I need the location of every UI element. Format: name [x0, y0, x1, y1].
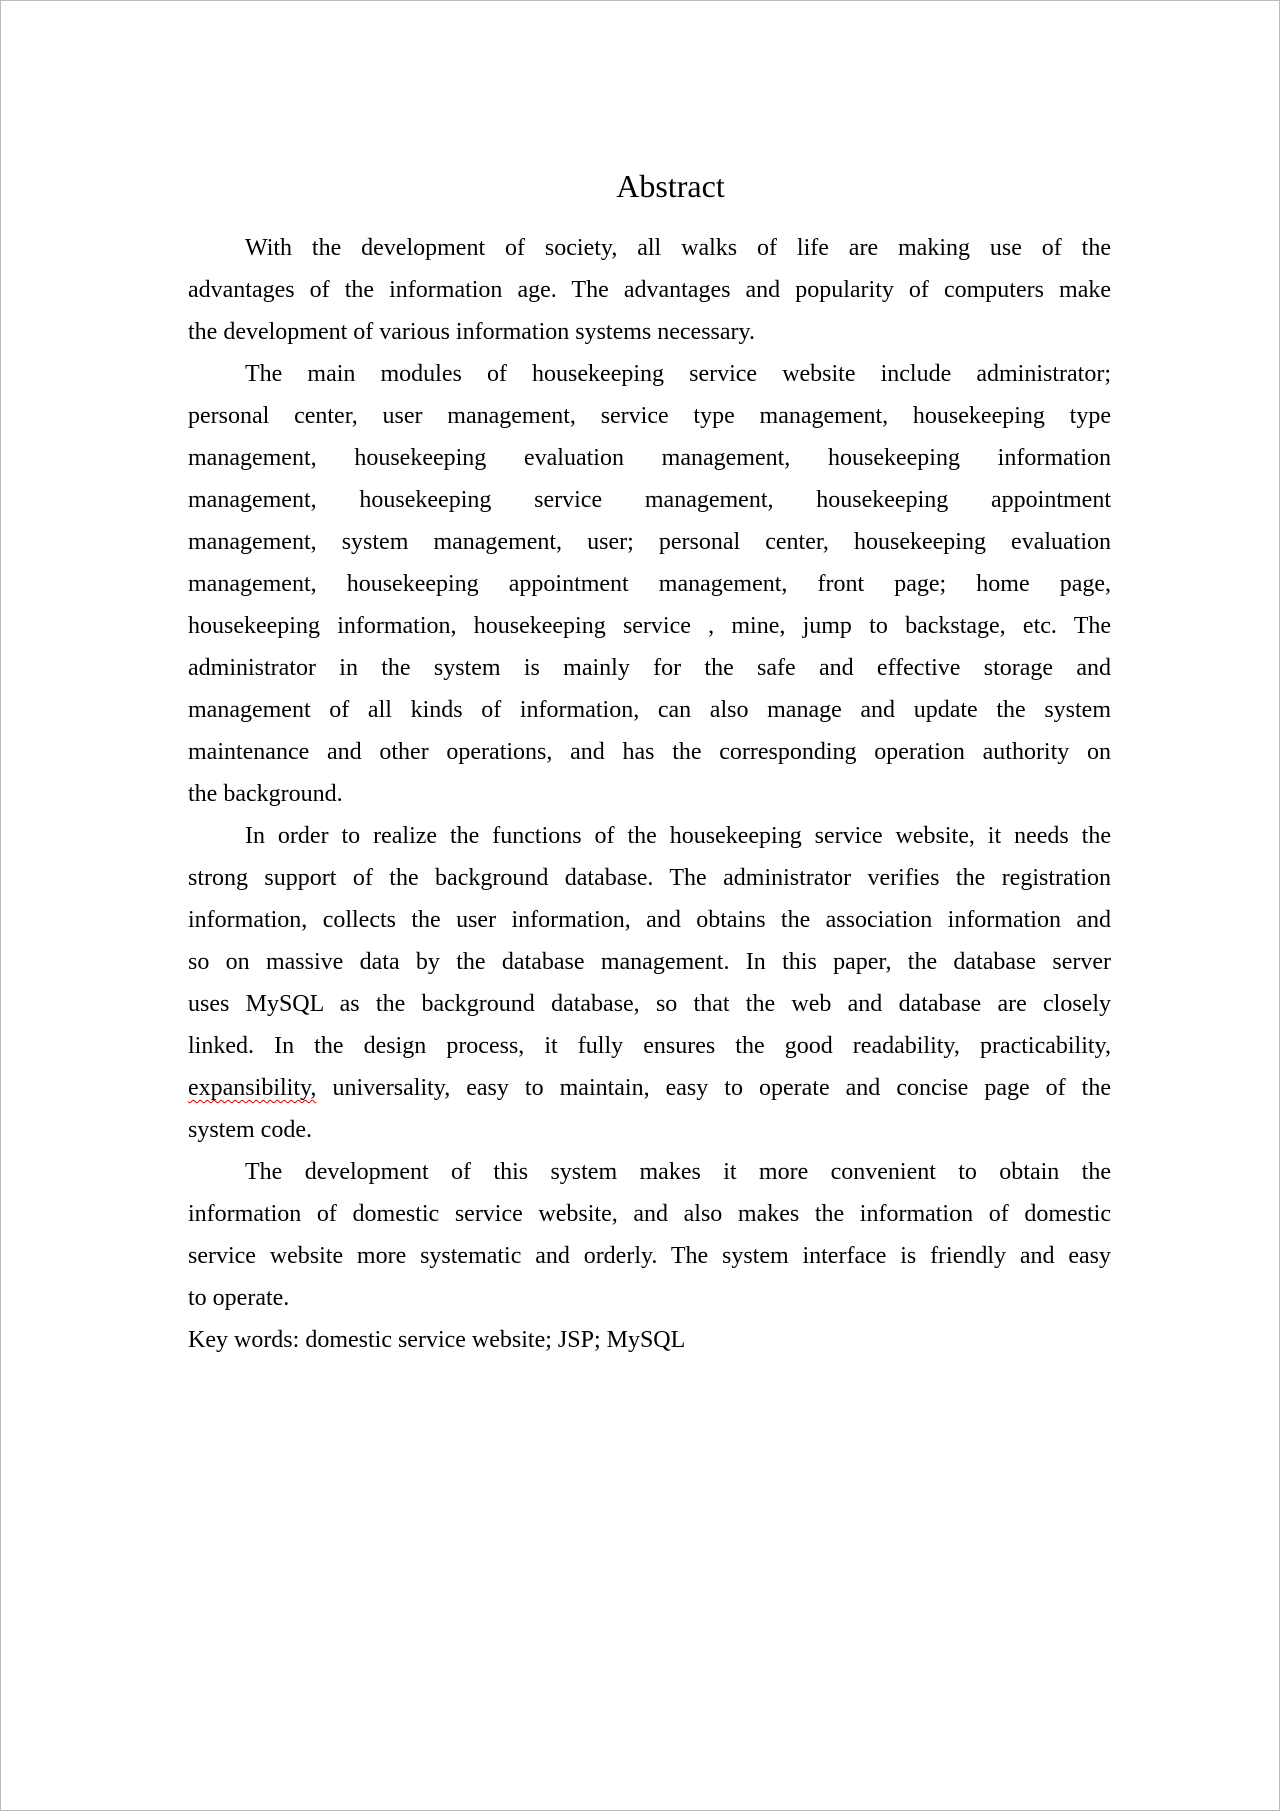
abstract-body	[188, 227, 1111, 1319]
text-line: advantages of the information age. The advantages and popularity of computers make	[188, 277, 1111, 303]
text-line: expansibility, universality, easy to maintain, easy to operate and concise page of the	[188, 1075, 1111, 1101]
text-line: management, housekeeping service management, housekeeping appointment	[188, 487, 1111, 513]
text-line: management, housekeeping appointment management, front page; home page,	[188, 571, 1111, 597]
paragraph	[188, 1151, 1111, 1319]
paragraph	[188, 227, 1111, 353]
text-line: In order to realize the functions of the housekeeping service website, it needs the	[245, 823, 1111, 849]
text-line: administrator in the system is mainly for the safe and effective storage and	[188, 655, 1111, 681]
text-line: management, housekeeping evaluation management, housekeeping information	[188, 445, 1111, 471]
text-line: information of domestic service website, and also makes the information of domestic	[188, 1201, 1111, 1227]
abstract-title: Abstract	[616, 168, 725, 204]
text-line: personal center, user management, service type management, housekeeping type	[188, 403, 1111, 429]
text-line: With the development of society, all walks of life are making use of the	[245, 235, 1111, 261]
text-line: uses MySQL as the background database, so that the web and database are closely	[188, 991, 1111, 1017]
text-line: information, collects the user information, and obtains the association information and	[188, 907, 1111, 933]
text-line: to operate.	[188, 1285, 290, 1311]
text-line: The main modules of housekeeping service website include administrator;	[245, 361, 1111, 387]
text-line: strong support of the background database. The administrator verifies the registration	[188, 865, 1111, 891]
text-line: the development of various information systems necessary.	[188, 319, 755, 345]
paragraph	[188, 815, 1111, 1151]
text-line: The development of this system makes it more convenient to obtain the	[245, 1159, 1111, 1185]
misspelled-word: expansibility,	[188, 1075, 317, 1101]
text-line: so on massive data by the database management. In this paper, the database server	[188, 949, 1111, 975]
text-line: maintenance and other operations, and has the corresponding operation authority on	[188, 739, 1111, 765]
text-line: service website more systematic and orderly. The system interface is friendly and easy	[188, 1243, 1111, 1269]
abstract-page-content	[188, 1, 1111, 1361]
paragraph	[188, 353, 1111, 815]
text-line: linked. In the design process, it fully ensures the good readability, practicability,	[188, 1033, 1111, 1059]
text-line: housekeeping information, housekeeping service , mine, jump to backstage, etc. The	[188, 613, 1111, 639]
keywords-line: Key words: domestic service website; JSP; MySQL	[188, 1327, 686, 1353]
text-line: system code.	[188, 1117, 312, 1143]
text-line: management of all kinds of information, can also manage and update the system	[188, 697, 1111, 723]
text-line: the background.	[188, 781, 343, 807]
text-line: management, system management, user; personal center, housekeeping evaluation	[188, 529, 1111, 555]
